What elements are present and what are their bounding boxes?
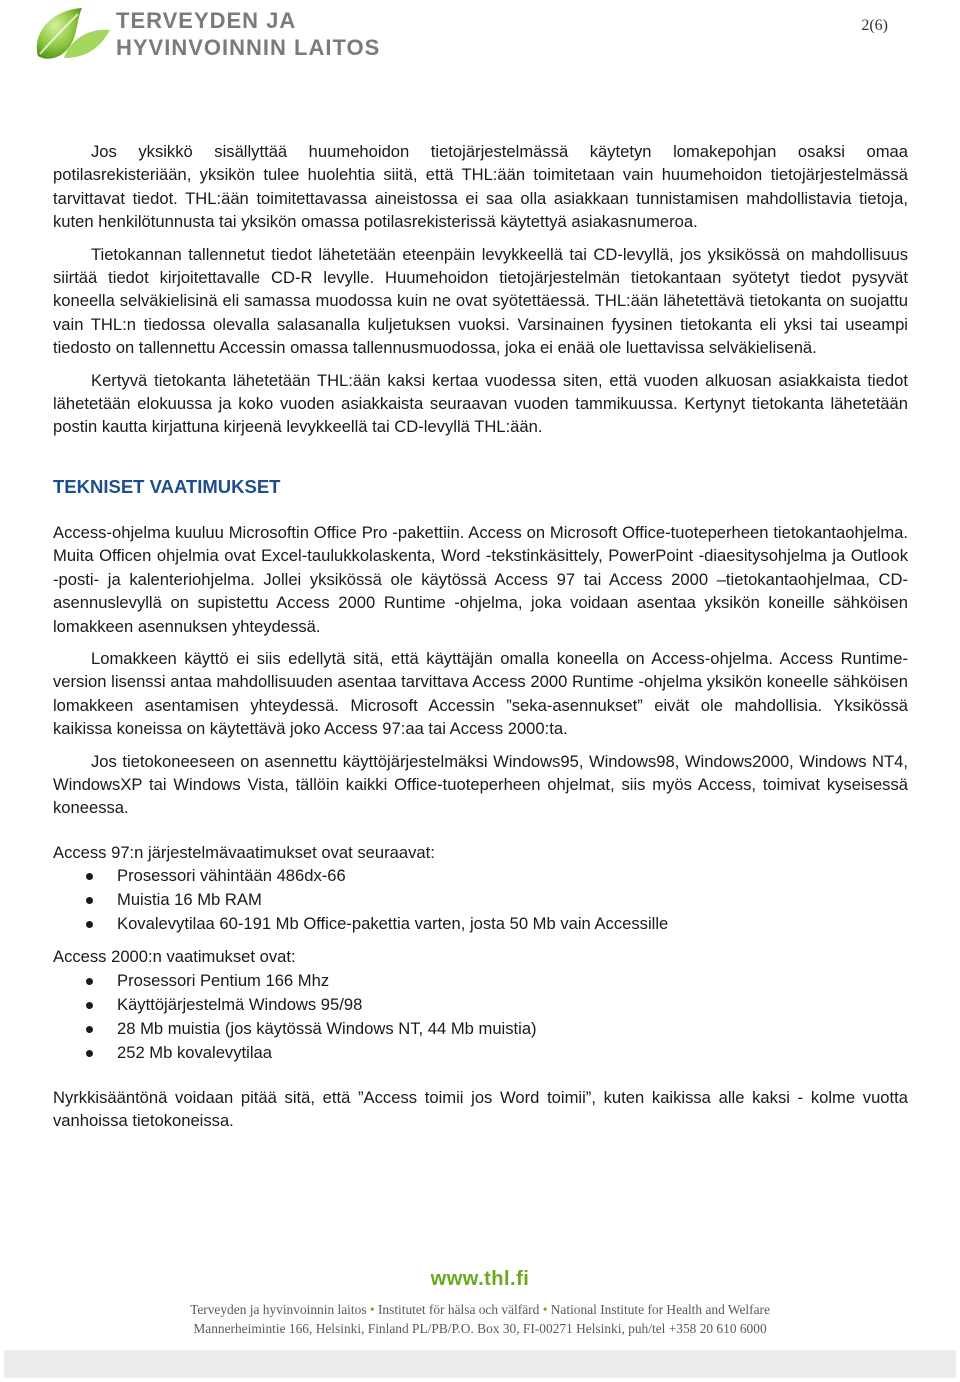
paragraph-5: Lomakkeen käyttö ei siis edellytä sitä, että käyttäjän omalla koneella on Access-ohjelma. Access Runtime-version lisenssi antaa mahdollisuuden asentaa tarvittava Access 2000 Runtime -ohjelma yksikön koneelle sähköisen lomakkeen asentamisen yhteydessä. Microsoft Accessin ”seka-asennukset” eivät ole mahdollisia. Yksikössä kaikissa koneissa on käytettävä joko Access 97:aa tai Access 2000:ta.	[53, 648, 908, 739]
bullet-dot-icon	[86, 1002, 93, 1009]
page-number: 2(6)	[861, 17, 888, 34]
paragraph-1: Jos yksikkö sisällyttää huumehoidon tietojärjestelmässä käytetyn lomakepohjan osaksi omaa potilasrekisteriään, yksikön tulee huolehtia siitä, että THL:ään toimitetaan vain huumehoidon tietojärjestelmässä tarvittavat tiedot. THL:ään toimitettavassa aineistossa ei saa olla asiakkaan tunnistamisen mahdollistavia tietoja, kuten henkilötunnusta tai yksikön omassa potilasrekisterissä käytettyä asiakasnumeroa.	[53, 142, 908, 232]
bullet-dot-icon	[86, 897, 93, 904]
thl-logo	[30, 4, 381, 64]
list-item: 252 Mb kovalevytilaa	[53, 1041, 908, 1065]
footer-org-sv: Institutet för hälsa och välfärd	[377, 1302, 540, 1317]
list1-intro: Access 97:n järjestelmävaatimukset ovat seuraavat:	[53, 842, 435, 862]
document-body	[53, 140, 908, 1132]
paragraph-2: Tietokannan tallennetut tiedot lähetetään eteenpäin levykkeellä tai CD-levyllä, jos yksikössä on mahdollisuus siirtää tiedot kirjoitettavalle CD-R levylle. Huumehoidon tietojärjestelmän tietokantaan syötetyt tiedot pysyvät koneella selväkielisinä eli samassa muodossa kuin ne ovat syötettäessä. THL:ään lähetettävä tietokanta on suojattu vain THL:n tiedossa olevalla salasanalla kuljetuksen vuoksi. Varsinainen fyysinen tietokanta eli yksi tai useampi tiedosto on tallennettu Accessin omassa tallennusmuodossa, joka ei enää ole luettavissa selväkielisenä.	[53, 244, 908, 358]
list-item: Prosessori vähintään 486dx-66	[53, 864, 908, 888]
list-item: Kovalevytilaa 60-191 Mb Office-pakettia varten, josta 50 Mb vain Accessille	[53, 912, 908, 936]
footer-separator: •	[369, 1302, 375, 1317]
paragraph-6: Jos tietokoneeseen on asennettu käyttöjärjestelmäksi Windows95, Windows98, Windows2000, Windows NT4, WindowsXP tai Windows Vista, tällöin kaikki Office-tuoteperheen ohjelmat, siis myös Access, toimivat kyseisessä koneessa.	[53, 751, 908, 818]
logo-text-line2: HYVINVOINNIN LAITOS	[116, 35, 381, 60]
list-item: Käyttöjärjestelmä Windows 95/98	[53, 993, 908, 1017]
footer-separator: •	[542, 1302, 548, 1317]
access2000-requirements-list	[53, 969, 908, 1065]
bullet-dot-icon	[86, 921, 93, 928]
page-header	[0, 0, 960, 70]
bottom-bar	[4, 1350, 956, 1378]
list2-intro: Access 2000:n vaatimukset ovat:	[53, 947, 296, 967]
bullet-dot-icon	[86, 873, 93, 880]
paragraph-7: Nyrkkisääntönä voidaan pitää sitä, että ”Access toimii jos Word toimii”, kuten kaikissa alle kaksi - kolme vuotta vanhoissa tietokoneissa.	[53, 1087, 908, 1130]
bullet-dot-icon	[86, 1026, 93, 1033]
logo-text-line1: TERVEYDEN JA	[116, 8, 297, 33]
thl-leaf-logo-icon	[30, 4, 116, 66]
footer-org-en: National Institute for Health and Welfare	[550, 1302, 770, 1317]
paragraph-4: Access-ohjelma kuuluu Microsoftin Office Pro -pakettiin. Access on Microsoft Office-tuoteperheen tietokantaohjelma. Muita Officen ohjelmia ovat Excel-taulukkolaskenta, Word -tekstinkäsittely, PowerPoint -diaesitysohjelma ja Outlook -posti- ja kalenteriohjelma. Jollei yksikössä ole käytössä Access 97 tai Access 2000 –tietokantaohjelmaa, CD-asennuslevyllä on supistettu Access 2000 Runtime -ohjelma, joka voidaan asentaa yksikön koneille sähköisen lomakkeen asennuksen yhteydessä.	[53, 522, 908, 636]
bullet-dot-icon	[86, 1050, 93, 1057]
footer-org-line	[0, 1300, 960, 1319]
section-heading: TEKNISET VAATIMUKSET	[53, 475, 281, 497]
list-item: Prosessori Pentium 166 Mhz	[53, 969, 908, 993]
paragraph-3: Kertyvä tietokanta lähetetään THL:ään kaksi kertaa vuodessa siten, että vuoden alkuosan asiakkaista tiedot lähetetään elokuussa ja koko vuoden asiakkaista seuraavan vuoden tammikuussa. Kertynyt tietokanta lähetetään postin kautta kirjattuna kirjeenä levykkeellä tai CD-levyllä THL:ään.	[53, 370, 908, 437]
bullet-dot-icon	[86, 978, 93, 985]
footer-website: www.thl.fi	[430, 1268, 530, 1290]
access97-requirements-list	[53, 864, 908, 936]
footer-address: Mannerheimintie 166, Helsinki, Finland PL/PB/P.O. Box 30, FI-00271 Helsinki, puh/tel +358 20 610 6000	[193, 1321, 767, 1336]
list-item: Muistia 16 Mb RAM	[53, 888, 908, 912]
footer-org-fi: Terveyden ja hyvinvoinnin laitos	[190, 1302, 367, 1317]
page-footer	[0, 1268, 960, 1338]
list-item: 28 Mb muistia (jos käytössä Windows NT, 44 Mb muistia)	[53, 1017, 908, 1041]
